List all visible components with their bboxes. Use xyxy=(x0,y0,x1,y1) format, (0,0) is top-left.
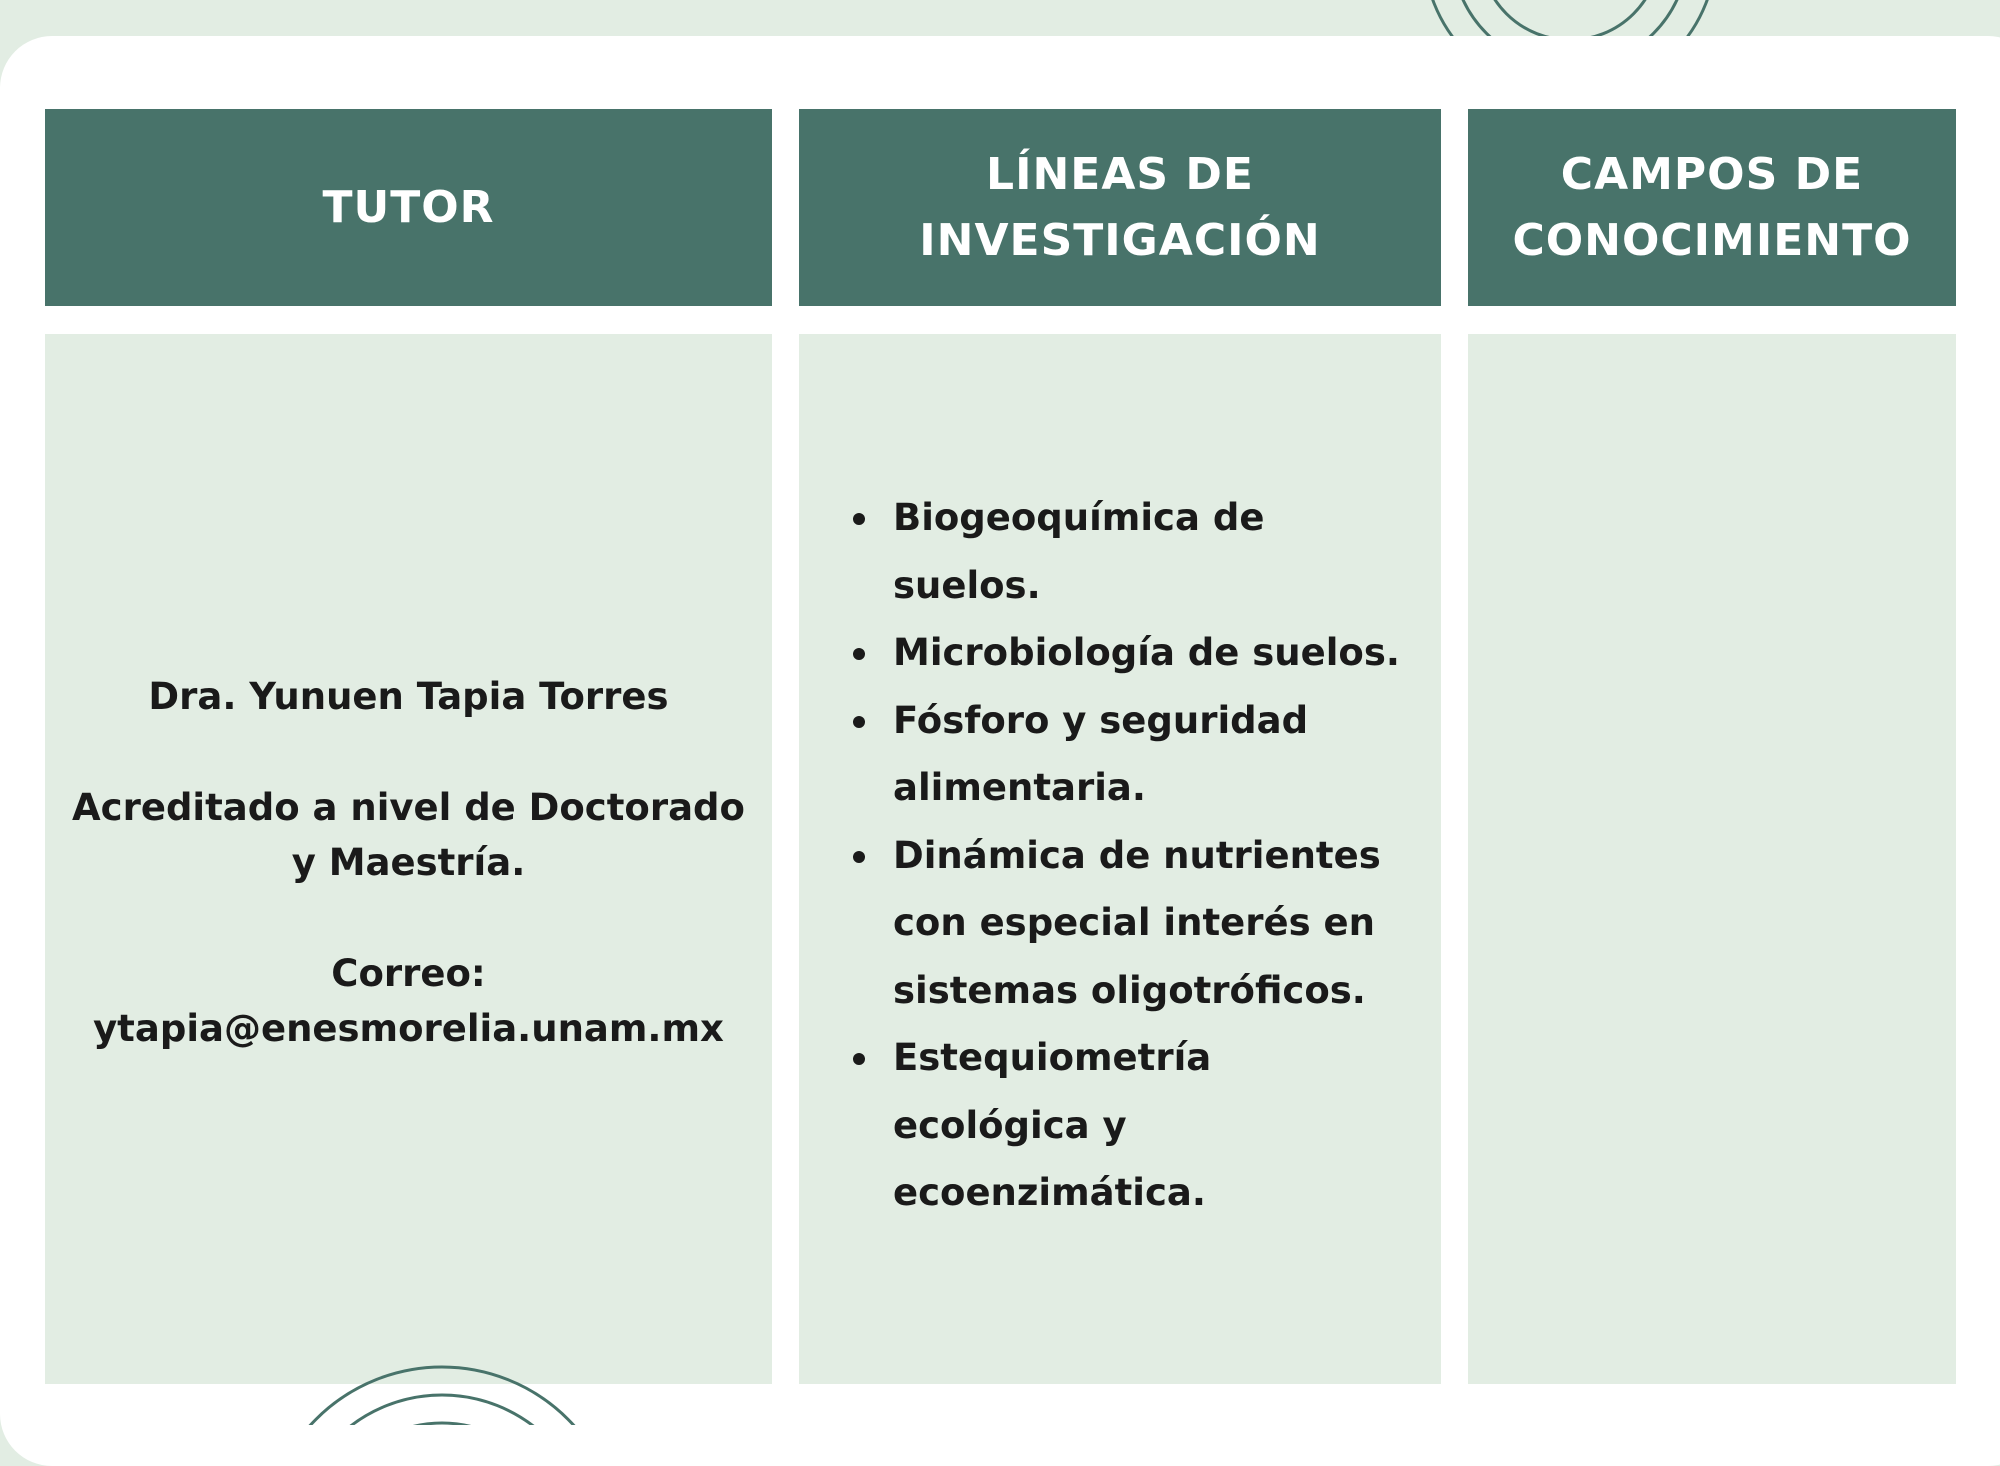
tutor-name: Dra. Yunuen Tapia Torres xyxy=(148,674,669,718)
header-campos-label-line1: CAMPOS DE xyxy=(1560,148,1864,200)
bullet-icon xyxy=(853,716,865,728)
tutor-accreditation-line1: Acreditado a nivel de Doctorado xyxy=(72,785,745,829)
header-campos-label-line2: CONOCIMIENTO xyxy=(1512,214,1912,266)
tutor-info xyxy=(72,669,745,1056)
tutor-accreditation-line2: y Maestría. xyxy=(291,840,526,884)
tutor-email-label: Correo: xyxy=(331,951,486,995)
list-item: Biogeoquímica de suelos. xyxy=(846,484,1426,619)
cell-campos-conocimiento xyxy=(1468,334,1956,1384)
header-lineas-label: LÍNEAS DE INVESTIGACIÓN xyxy=(919,148,1321,266)
cell-tutor xyxy=(45,334,772,1384)
list-item: Estequiometría ecológica y ecoenzimática. xyxy=(846,1024,1426,1227)
bullet-icon xyxy=(853,851,865,863)
cell-lineas-investigacion xyxy=(799,334,1441,1384)
header-campos-conocimiento xyxy=(1468,109,1956,306)
bullet-icon xyxy=(853,648,865,660)
header-lineas-investigacion xyxy=(799,109,1441,306)
content-card xyxy=(0,36,2000,1466)
bullet-icon xyxy=(853,1053,865,1065)
header-tutor xyxy=(45,109,772,306)
research-lines-list xyxy=(846,484,1426,1227)
header-tutor-label: TUTOR xyxy=(322,181,495,233)
bullet-icon xyxy=(853,513,865,525)
list-item: Microbiología de suelos. xyxy=(846,619,1426,687)
list-item: Dinámica de nutrientes con especial interés en sistemas oligotróficos. xyxy=(846,822,1426,1025)
tutor-email: ytapia@enesmorelia.unam.mx xyxy=(93,1006,724,1050)
list-item: Fósforo y seguridad alimentaria. xyxy=(846,687,1426,822)
